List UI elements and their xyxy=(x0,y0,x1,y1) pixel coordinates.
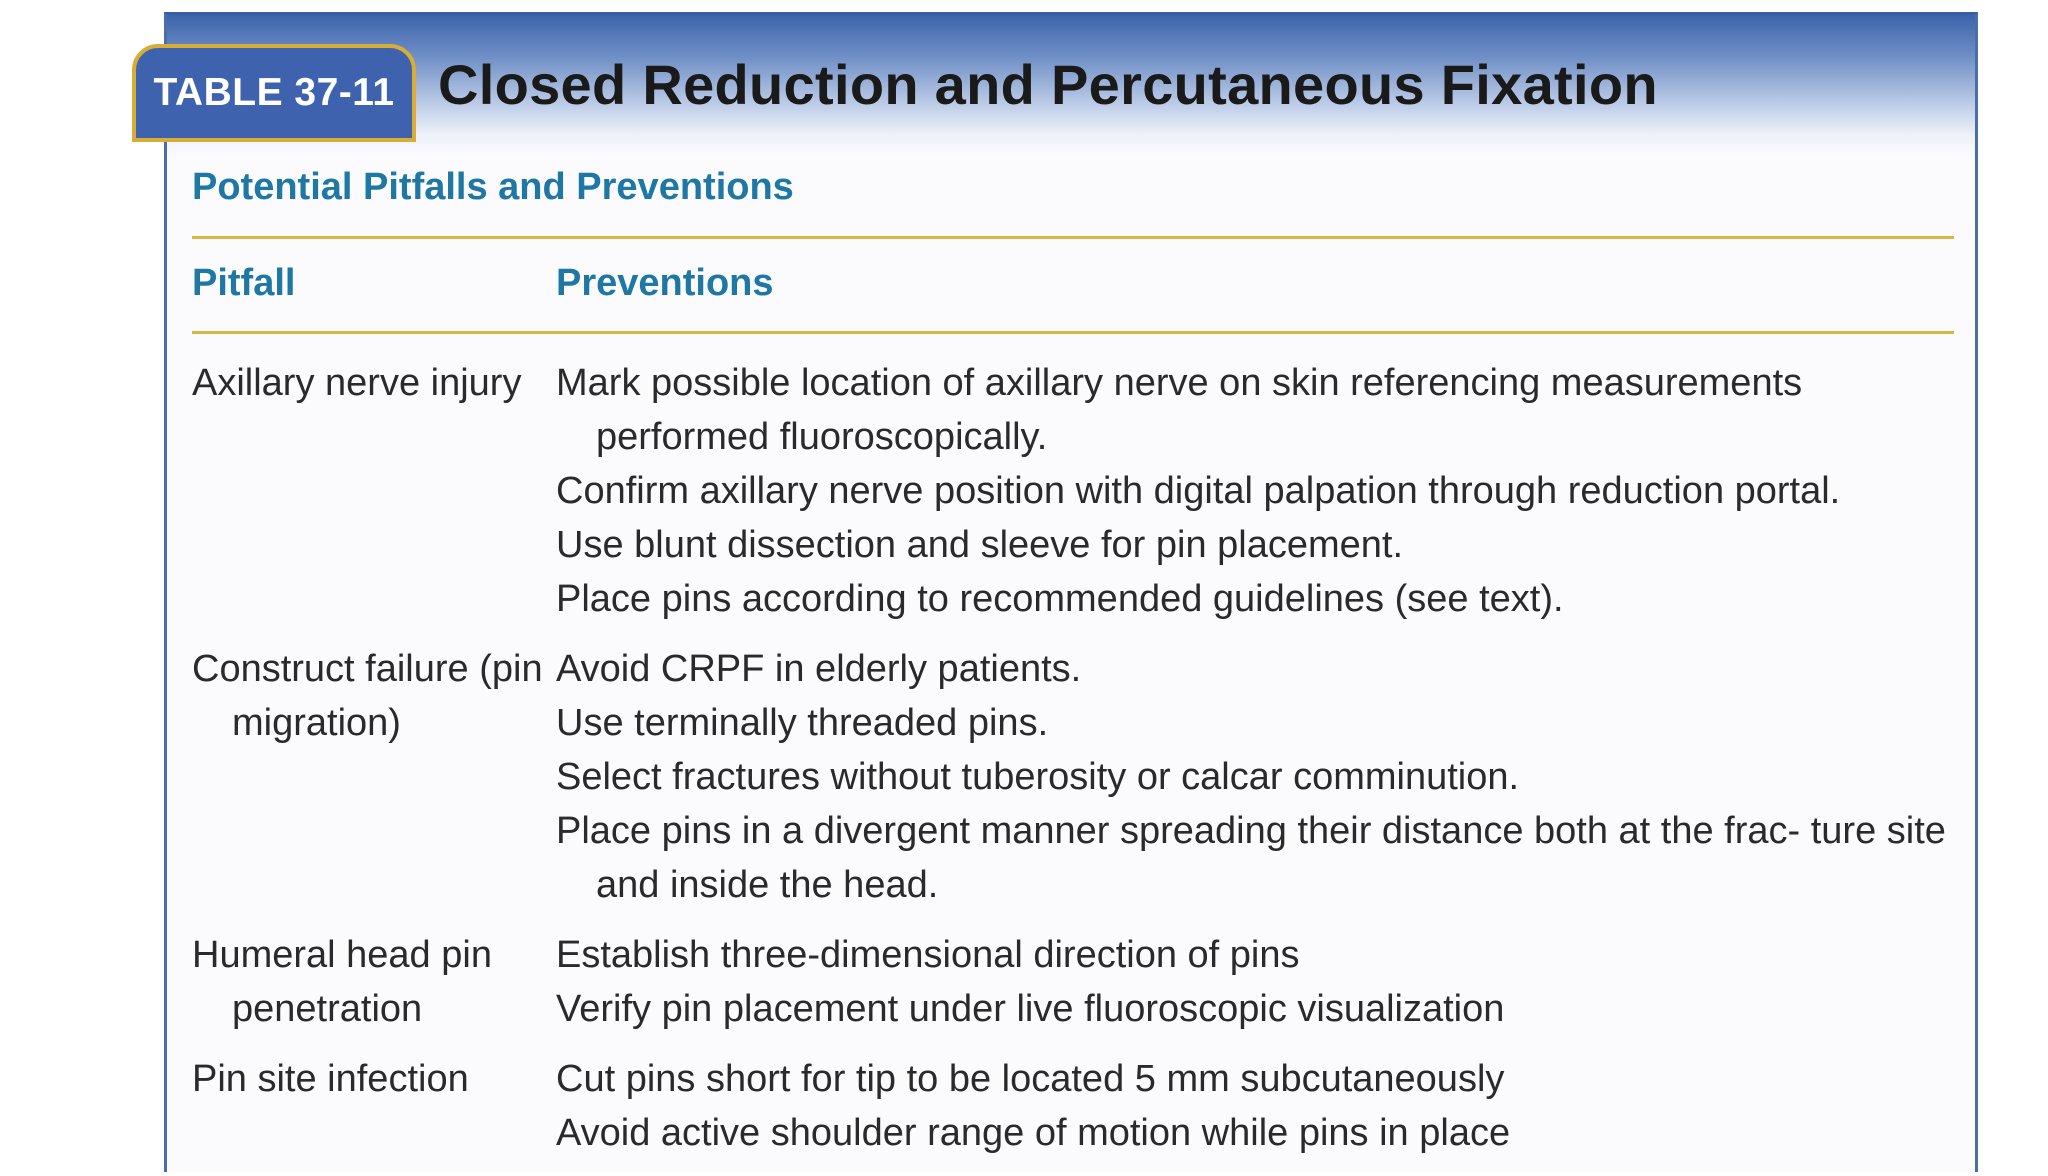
table-row xyxy=(192,642,1972,912)
prevention-item: Select fractures without tuberosity or calcar comminution. xyxy=(556,756,1520,798)
prevention-item: Establish three-dimensional direction of pins xyxy=(556,934,1300,976)
table-subtitle: Potential Pitfalls and Preventions xyxy=(192,166,794,208)
table-number-badge: TABLE 37-11 xyxy=(132,44,416,142)
table-row xyxy=(192,1052,1972,1160)
pitfall-cell: Construct failure (pin migration) xyxy=(192,648,543,744)
table-row xyxy=(192,356,1972,626)
prevention-item: Place pins in a divergent manner spreading their distance both at the frac- ture site and inside the head. xyxy=(556,810,1946,906)
pitfall-cell: Axillary nerve injury xyxy=(192,362,522,404)
pitfall-cell: Humeral head pin penetration xyxy=(192,934,492,1030)
prevention-item: Avoid active shoulder range of motion while pins in place xyxy=(556,1112,1511,1154)
preventions-cell xyxy=(556,928,1972,1036)
prevention-item: Use blunt dissection and sleeve for pin placement. xyxy=(556,524,1404,566)
prevention-item: Place pins according to recommended guidelines (see text). xyxy=(556,578,1564,620)
prevention-item: Avoid CRPF in elderly patients. xyxy=(556,648,1082,690)
preventions-cell xyxy=(556,356,1972,626)
prevention-item: Cut pins short for tip to be located 5 mm subcutaneously xyxy=(556,1058,1505,1100)
prevention-item: Use terminally threaded pins. xyxy=(556,702,1049,744)
prevention-item: Verify pin placement under live fluoroscopic visualization xyxy=(556,988,1505,1030)
table-row xyxy=(192,928,1972,1036)
top-divider xyxy=(192,236,1954,239)
column-header-preventions: Preventions xyxy=(556,262,774,304)
pitfall-cell: Pin site infection xyxy=(192,1058,469,1100)
prevention-item: Confirm axillary nerve position with digital palpation through reduction portal. xyxy=(556,470,1841,512)
table-title: Closed Reduction and Percutaneous Fixation xyxy=(438,53,1658,116)
preventions-cell xyxy=(556,1052,1972,1160)
preventions-cell xyxy=(556,642,1972,912)
table-body xyxy=(192,356,1972,1176)
header-divider xyxy=(192,331,1954,334)
column-header-pitfall: Pitfall xyxy=(192,262,296,304)
prevention-item: Mark possible location of axillary nerve on skin referencing measurements performed fluoroscopically. xyxy=(556,362,1803,458)
